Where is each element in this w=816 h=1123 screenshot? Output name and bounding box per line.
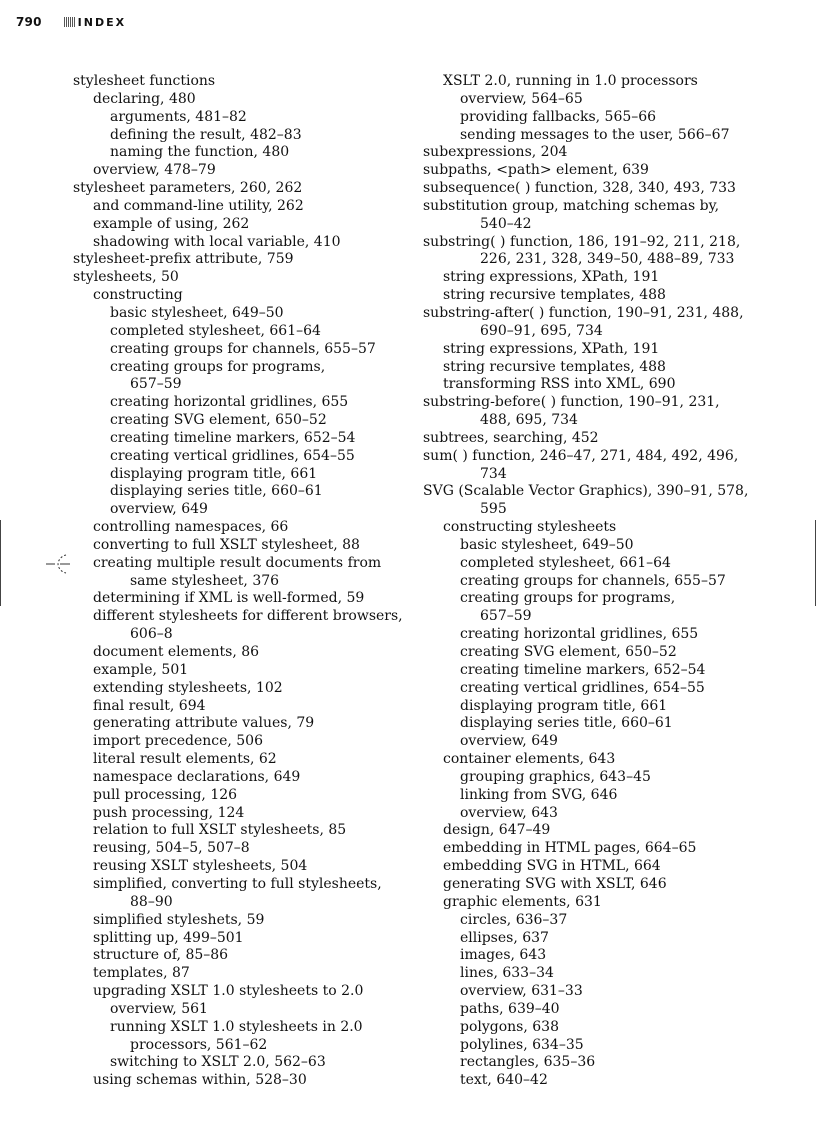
index-entry: stylesheet parameters, 260, 262 [73, 180, 303, 197]
index-entry: substring-before( ) function, 190–91, 231, [423, 394, 720, 411]
index-subentry: string expressions, XPath, 191 [443, 269, 660, 286]
index-subentry: text, 640–42 [460, 1072, 548, 1089]
index-subentry: and command-line utility, 262 [93, 197, 304, 214]
index-entry: substitution group, matching schemas by, [423, 197, 720, 214]
index-continuation: 657–59 [480, 608, 532, 625]
index-subentry: embedding in HTML pages, 664–65 [443, 840, 697, 857]
index-subentry: literal result elements, 62 [93, 751, 277, 768]
index-entry: substring( ) function, 186, 191–92, 211, 218, [423, 233, 741, 250]
index-subentry: splitting up, 499–501 [93, 929, 244, 946]
index-subentry: constructing stylesheets [443, 519, 617, 536]
index-subentry: paths, 639–40 [460, 1000, 560, 1017]
index-entry: stylesheet functions [73, 73, 216, 89]
index-subentry: completed stylesheet, 661–64 [460, 554, 671, 571]
index-subentry: grouping graphics, 643–45 [460, 768, 651, 785]
index-entry: subsequence( ) function, 328, 340, 493, 733 [423, 180, 736, 197]
index-subentry: declaring, 480 [93, 90, 196, 107]
index-subentry: creating vertical gridlines, 654–55 [460, 679, 705, 696]
index-subentry: string expressions, XPath, 191 [443, 340, 660, 357]
index-continuation: 690–91, 695, 734 [480, 322, 603, 339]
index-subentry: creating horizontal gridlines, 655 [110, 394, 349, 411]
index-subentry: string recursive templates, 488 [443, 287, 666, 304]
running-header [16, 12, 126, 32]
page-number: 790 [16, 15, 42, 29]
index-subentry: naming the function, 480 [110, 144, 290, 161]
index-subentry: simplified, converting to full stylesheets, [93, 875, 382, 892]
index-entry: SVG (Scalable Vector Graphics), 390–91, 578, [423, 483, 749, 500]
index-subentry: creating SVG element, 650–52 [460, 644, 677, 660]
index-continuation: 88–90 [130, 893, 173, 910]
index-continuation: 734 [480, 465, 507, 482]
index-subentry: extending stylesheets, 102 [93, 679, 283, 696]
index-subentry: container elements, 643 [443, 751, 616, 768]
index-subentry: basic stylesheet, 649–50 [460, 536, 634, 553]
index-subentry: overview, 478–79 [93, 162, 216, 179]
index-subentry: string recursive templates, 488 [443, 358, 666, 375]
index-subentry: sending messages to the user, 566–67 [460, 126, 730, 143]
index-continuation: 606–8 [130, 626, 173, 643]
index-subentry: overview, 643 [460, 804, 558, 821]
index-subentry: polylines, 634–35 [460, 1036, 584, 1053]
index-entry: stylesheets, 50 [73, 269, 179, 286]
index-subentry: creating SVG element, 650–52 [110, 412, 327, 429]
index-subentry: different stylesheets for different browsers, [93, 608, 403, 625]
registration-mark-icon [46, 552, 70, 576]
index-subentry: transforming RSS into XML, 690 [443, 376, 676, 393]
index-subentry: images, 643 [460, 947, 547, 964]
index-column-left [73, 73, 423, 1090]
index-subentry: templates, 87 [93, 965, 190, 982]
index-entry: subexpressions, 204 [423, 144, 568, 161]
index-subentry: creating groups for channels, 655–57 [110, 340, 376, 357]
index-subentry: pull processing, 126 [93, 786, 238, 803]
index-subentry: creating timeline markers, 652–54 [110, 429, 356, 446]
index-subentry: displaying series title, 660–61 [460, 715, 673, 732]
index-subentry: namespace declarations, 649 [93, 768, 301, 785]
index-subentry: rectangles, 635–36 [460, 1054, 596, 1071]
index-subentry: creating groups for programs, [460, 590, 676, 607]
index-subentry: creating vertical gridlines, 654–55 [110, 447, 355, 464]
index-subentry: lines, 633–34 [460, 965, 554, 982]
index-subentry: overview, 631–33 [460, 983, 583, 1000]
index-subentry: defining the result, 482–83 [110, 126, 302, 143]
index-subentry: example of using, 262 [93, 215, 250, 232]
index-subentry: creating groups for channels, 655–57 [460, 572, 726, 589]
index-subentry: controlling namespaces, 66 [93, 519, 289, 536]
index-subentry: switching to XSLT 2.0, 562–63 [110, 1054, 326, 1071]
index-subentry: ellipses, 637 [460, 929, 549, 946]
index-subentry: generating SVG with XSLT, 646 [443, 875, 667, 892]
index-subentry: document elements, 86 [93, 644, 260, 660]
index-subentry: embedding SVG in HTML, 664 [443, 858, 661, 875]
index-subentry: linking from SVG, 646 [460, 786, 618, 803]
index-subentry: overview, 649 [110, 501, 208, 518]
index-subentry: creating horizontal gridlines, 655 [460, 626, 699, 643]
index-subentry: circles, 636–37 [460, 911, 568, 928]
index-subentry: completed stylesheet, 661–64 [110, 322, 321, 339]
index-subentry: simplified styleshets, 59 [93, 911, 265, 928]
index-entry: subtrees, searching, 452 [423, 429, 599, 446]
index-subentry: relation to full XSLT stylesheets, 85 [93, 822, 347, 839]
index-subentry: displaying program title, 661 [110, 465, 318, 482]
index-entry: stylesheet-prefix attribute, 759 [73, 251, 294, 268]
index-continuation: processors, 561–62 [130, 1036, 268, 1053]
index-subentry: determining if XML is well-formed, 59 [93, 590, 365, 607]
index-subentry: basic stylesheet, 649–50 [110, 304, 284, 321]
index-continuation: 488, 695, 734 [480, 412, 578, 429]
index-subentry: push processing, 124 [93, 804, 245, 821]
index-subentry: displaying program title, 661 [460, 697, 668, 714]
index-subentry: import precedence, 506 [93, 733, 263, 750]
index-subentry: constructing [93, 287, 183, 304]
index-subentry: overview, 564–65 [460, 90, 583, 107]
index-subentry: XSLT 2.0, running in 1.0 processors [443, 73, 698, 89]
index-subentry: structure of, 85–86 [93, 947, 229, 964]
index-subentry: shadowing with local variable, 410 [93, 233, 341, 250]
index-subentry: creating groups for programs, [110, 358, 326, 375]
index-subentry: running XSLT 1.0 stylesheets in 2.0 [110, 1018, 363, 1035]
index-subentry: displaying series title, 660–61 [110, 483, 323, 500]
index-continuation: same stylesheet, 376 [130, 572, 280, 589]
index-subentry: generating attribute values, 79 [93, 715, 315, 732]
index-subentry: reusing, 504–5, 507–8 [93, 840, 250, 857]
index-subentry: creating timeline markers, 652–54 [460, 661, 706, 678]
index-entry: substring-after( ) function, 190–91, 231, 488, [423, 304, 744, 321]
index-subentry: upgrading XSLT 1.0 stylesheets to 2.0 [93, 983, 364, 1000]
left-margin-rule [0, 520, 1, 606]
index-subentry: providing fallbacks, 565–66 [460, 108, 657, 125]
index-entry: sum( ) function, 246–47, 271, 484, 492, 496, [423, 447, 739, 464]
index-continuation: 226, 231, 328, 349–50, 488–89, 733 [480, 251, 735, 268]
index-subentry: polygons, 638 [460, 1018, 559, 1035]
index-continuation: 540–42 [480, 215, 532, 232]
index-subentry: using schemas within, 528–30 [93, 1072, 307, 1089]
index-subentry: example, 501 [93, 661, 189, 678]
index-subentry: reusing XSLT stylesheets, 504 [93, 858, 308, 875]
header-ornament-icon [64, 17, 76, 27]
index-subentry: converting to full XSLT stylesheet, 88 [93, 536, 360, 553]
index-continuation: 595 [480, 501, 507, 518]
index-subentry: creating multiple result documents from [93, 554, 382, 571]
index-subentry: design, 647–49 [443, 822, 551, 839]
index-subentry: graphic elements, 631 [443, 893, 602, 910]
index-entry: subpaths, <path> element, 639 [423, 162, 649, 179]
index-column-right [423, 73, 803, 1090]
index-subentry: overview, 649 [460, 733, 558, 750]
index-subentry: final result, 694 [93, 697, 206, 714]
section-title: INDEX [77, 15, 127, 29]
index-subentry: arguments, 481–82 [110, 108, 247, 125]
index-continuation: 657–59 [130, 376, 182, 393]
index-subentry: overview, 561 [110, 1000, 208, 1017]
